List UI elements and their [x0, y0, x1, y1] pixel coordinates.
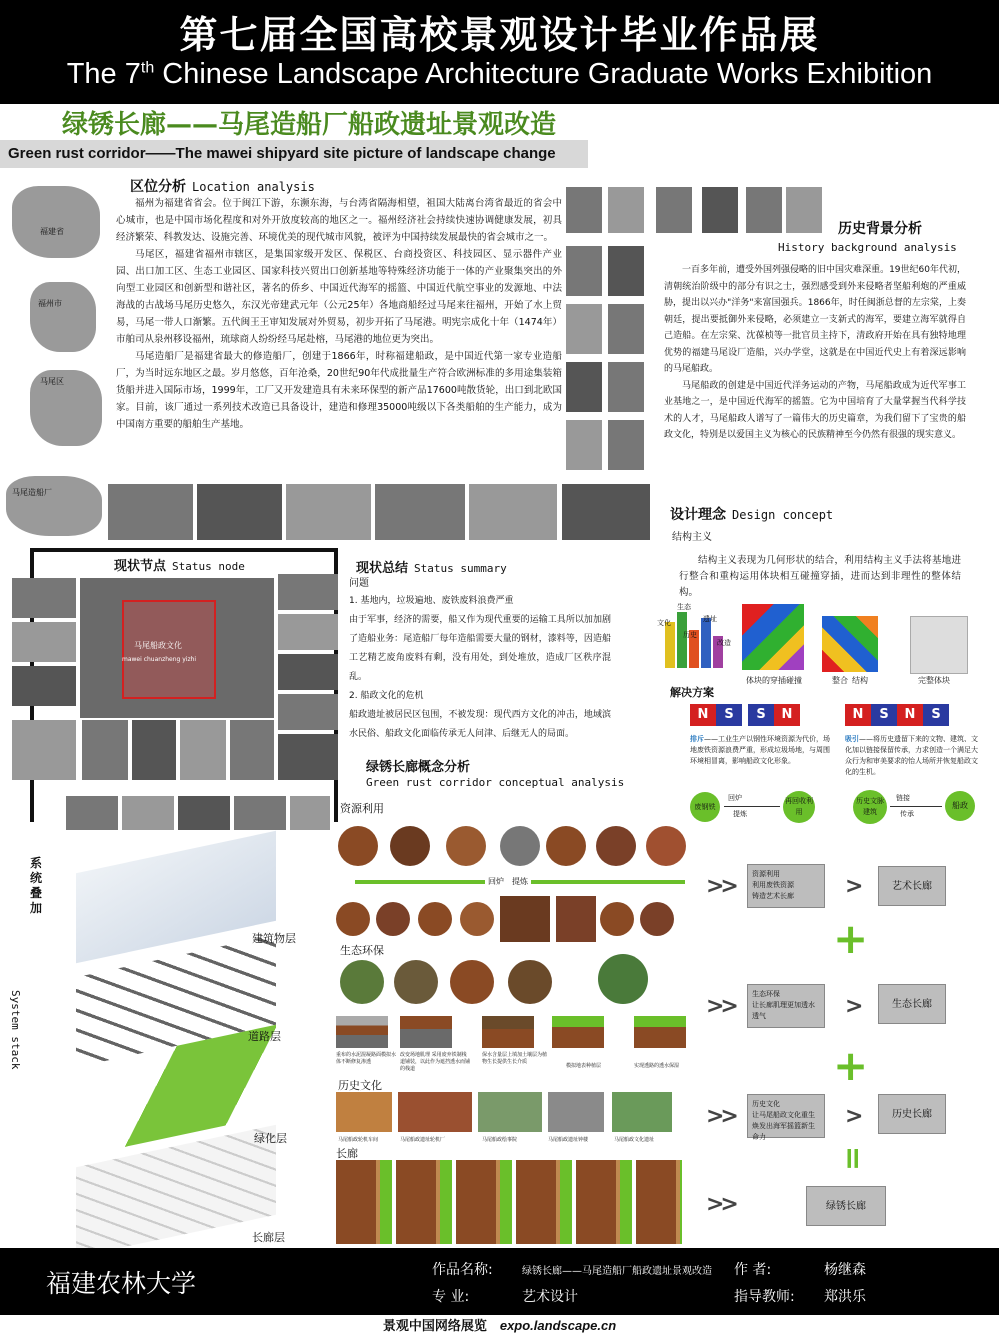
rust-product [460, 902, 494, 936]
cube-caption: 结构 [852, 676, 868, 685]
eco-photo [508, 960, 552, 1004]
node-photo [278, 734, 338, 780]
culture-caption: 马尾船政文化遗址 [614, 1137, 655, 1143]
flow-chevron: > [845, 994, 860, 1019]
final-corridor-box: 绿锈长廊 [806, 1186, 886, 1226]
rust-material [546, 826, 586, 866]
status-summary-heading: 现状总结 Status summary [356, 561, 507, 576]
eco-label: 生态环保 [340, 944, 384, 957]
portrait-photo [608, 187, 644, 233]
flow-node-heritage: 历史文脉建筑 [853, 790, 887, 824]
rust-sculpture [500, 896, 550, 942]
history-corridor-box: 历史长廊 [878, 1094, 946, 1134]
history-heading-en: History background analysis [778, 241, 957, 254]
node-photo [278, 694, 338, 730]
repel-text: 排斥——工业生产以钢性环境资源为代价，场地废铁资源浪费严重，形成垃圾场地，与周围环境相冒离，影响船政文化形象。 [690, 735, 830, 765]
footer-bar [0, 1248, 999, 1315]
flow-arrow [724, 806, 780, 807]
node-photo [12, 720, 76, 780]
china-map [12, 186, 100, 258]
exhibition-title-en: The 7th Chinese Landscape Architecture Graduate Works Exhibition [66, 58, 933, 90]
portrait-photo [566, 304, 602, 354]
cube-caption: 完整体块 [918, 676, 950, 685]
eco-caption: 保水含量层上填加土壤层为植物生长提供生长介质 [482, 1052, 548, 1065]
design-text: 结构主义表现为几何形状的结合，利用结构主义手法将基地进行整合和重构运用体块相互碰撞穿插，进而达到非理性的整体结构。 [679, 555, 961, 598]
site-credit: 景观中国网络展览 expo.landscape.cn [382, 1318, 617, 1334]
problem-label: 问题 [349, 578, 369, 589]
rust-product [600, 902, 634, 936]
site-photo [197, 484, 282, 540]
layer-buildings: 建筑物层 [252, 932, 296, 945]
flow-chevron: >> [706, 874, 735, 899]
major-label: 专 业: [432, 1289, 470, 1305]
author-label: 作 者: [734, 1262, 772, 1278]
corridor-renders [336, 1160, 682, 1244]
design-subheading: 结构主义 [672, 532, 712, 543]
flow-node-scrap: 废钢铁 [690, 792, 720, 822]
flow-label: 提炼 [733, 810, 747, 818]
rubik-cube [822, 616, 878, 672]
portrait-photo [746, 187, 782, 233]
rust-sculpture [556, 896, 596, 942]
node-photo [290, 796, 330, 830]
flow-label: 链接 [896, 794, 910, 802]
corridor-label: 长廊 [336, 1147, 358, 1160]
author-value: 杨继森 [824, 1262, 866, 1278]
eco-layer [336, 1016, 388, 1048]
status-node-heading: 现状节点 Status node [110, 555, 249, 574]
node-photo [278, 654, 338, 690]
portrait-photo [702, 187, 738, 233]
flow-box-culture: 历史文化 让马尾船政文化重生 焕发出海军摇篮新生命力 [747, 1094, 825, 1138]
layer-roads: 道路层 [248, 1030, 281, 1043]
status-summary-text: 1. 基地内，垃圾遍地、废铁废料浪费严重 由于军事，经济的需要，船又作为现代重要的运输工具所以加加剧了造船业务：尾造船厂每年造船需要大量的钢材，漆料等，因造船工艺精艺废角废料有剩，没有用处，到处堆放，造成厂区秩序混乱。 2. 船政文化的危机 船政遗址被居民区包围，不被发现：现代西方文化的冲击，地域滨水民俗、船政文化面临传承无人问津、后继无人的局面。 [349, 596, 611, 739]
plus-sign: + [833, 1041, 869, 1090]
portrait-photo [566, 187, 602, 233]
rust-material [596, 826, 636, 866]
node-photo [234, 796, 286, 830]
map-label-province: 福建省 [40, 227, 64, 236]
white-cube [910, 616, 968, 674]
eco-layer [552, 1016, 604, 1048]
concept-heading-en: Green rust corridor conceptual analysis [366, 776, 625, 789]
history-heading-cn: 历史背景分析 [838, 221, 922, 237]
node-photo [12, 578, 76, 618]
portrait-photo [608, 362, 644, 412]
flow-node-recycle: 再回收利用 [783, 791, 815, 823]
portrait-photo [566, 246, 602, 296]
node-photo [180, 720, 226, 780]
project-title-en: Green rust corridor——The mawei shipyard site picture of landscape change [0, 140, 588, 168]
location-text: 福州为福建省省会。位于闽江下游，东濒东海，与台湾省隔海相望，祖国大陆离台湾省最近的省会中心城市，也是中国市场化程度和对外开放度较高的地区之一。福州经济社会持续快速协调健康发展，初具经济繁荣、科教发达、设施完善、环境优美的现代城市风貌，被评为中国持续发展最快的省会城市之一。 马尾区，福建省福州市辖区，是集国家级开发区、保税区、台商投资区、科技园区、显示器件产业园、出口加工区、生态工业园区、国家科技兴贸出口创新基地等特殊经济功能于一体的产业聚集突出的外向型工业园区和创新型和谐社区，著名的侨乡、中国近代海军的摇篮、中国近代航空事业的发源地、中法海战的古战场马尾历史悠久，东汉光帝建武元年（公元25年）各地商船经过马尾来往福州，开始了水上贸易，马尾一带人口渐繁。五代闽王王审知发展对外贸易，初步开拓了马尾港。明宪宗成化十年（1474年）市舶司从泉州移设福州，琉球商人纷纷经马尾赴榕，马尾港的地位更为突出。 马尾造船厂是福建省最大的修造船厂，创建于1866年，时称福建船政，是中国近代第一家专业造船厂，为当时远东地区之最。岁月悠悠，百年沧桑，20世纪90年代成批量生产符合欧洲标准的多用途集装箱货船并进入国际市场，1999年，工厂又开发建造具有未来环保型的新产品17600吨散货轮，出口到北欧国家。目前，该厂通过一系列技术改造已具备设计，建造和修理35000吨级以下各类船舶的生产能力，成为中国南方重要的船舶生产基地。 [116, 198, 562, 430]
map-label-district: 马尾区 [40, 377, 64, 386]
site-photo [469, 484, 557, 540]
rust-product [418, 902, 452, 936]
map-label-site: 马尾造船厂 [12, 488, 52, 497]
node-photo [278, 614, 338, 650]
portrait-photo [608, 420, 644, 470]
node-photo [230, 720, 274, 780]
design-heading: 设计理念 Design concept [670, 507, 834, 523]
major-value: 艺术设计 [522, 1289, 578, 1305]
work-name-label: 作品名称: [432, 1262, 493, 1278]
site-photo [375, 484, 465, 540]
collision-cubes [742, 604, 804, 670]
concept-heading-cn: 绿锈长廊概念分析 [366, 760, 471, 775]
eco-corridor-box: 生态长廊 [878, 984, 946, 1024]
node-photo [82, 720, 128, 780]
node-photo [278, 574, 338, 610]
site-photo [562, 484, 650, 540]
history-text: 一百多年前，遭受外国列强侵略的旧中国灾难深重。19世纪60年代初，清朝统治阶级中的部分有识之士，强烈感受到外来侵略者坚船利炮的严重威胁，提出以兴办"洋务"来富国强兵。1866年，时任闽浙总督的左宗棠，上奏朝廷，提出要抵御外来侵略，必须建立一支新式的海军，要建立海军就得自己造船。在左宗棠、沈葆桢等一批官员主持下，清政府开始在具有独特地理优势的福建马尾设厂造船，兴办学堂，这就是在中国近代史上有着深远影响的马尾船政。 马尾船政的创建是中国近代洋务运动的产物，马尾船政成为近代军事工业基地之一，是中国近代海军的摇篮。它为中国培育了大量掌握当代科学技术的人才，马尾船政人谱写了一篇伟大的历史篇章，为我们留下了宝贵的船政文化，特别是以爱国主义为核心的民族精神至今仍然有很强的现实意义。 [664, 265, 966, 440]
portrait-photo [608, 246, 644, 296]
eco-layer [400, 1016, 452, 1048]
portrait-photo [566, 420, 602, 470]
culture-label: 历史文化 [338, 1079, 382, 1092]
culture-render [548, 1092, 604, 1132]
art-corridor-box: 艺术长廊 [878, 866, 946, 906]
project-title-cn: 绿锈长廊——马尾造船厂船政遗址景观改造 [62, 110, 557, 140]
eco-layer [482, 1016, 534, 1048]
culture-render [478, 1092, 542, 1132]
advisor-label: 指导教师: [734, 1289, 795, 1305]
flow-chevron: > [845, 1104, 860, 1129]
system-stack-diagram [66, 846, 302, 1246]
eco-photo [598, 954, 648, 1004]
rust-material [390, 826, 430, 866]
node-photo [132, 720, 176, 780]
eco-photo [340, 960, 384, 1004]
map-site-label-en: mawei chuanzheng yizhi [122, 656, 197, 663]
resource-label: 资源利用 [340, 802, 384, 815]
site-photo [108, 484, 193, 540]
node-photo [178, 796, 230, 830]
portrait-photo [566, 362, 602, 412]
portrait-photo [656, 187, 692, 233]
university-name: 福建农林大学 [46, 1269, 197, 1298]
flow-box-resource: 资源利用 利用废铁资源 铸造艺术长廊 [747, 864, 825, 908]
location-heading: 区位分析 Location analysis [130, 179, 315, 195]
culture-caption: 马尾船政遗址轮机厂 [400, 1137, 446, 1143]
map-label-city: 福州市 [38, 299, 62, 308]
flow-label: 回炉 [728, 794, 742, 802]
system-heading-cn: 系统叠加 [30, 856, 43, 915]
node-photo [122, 796, 174, 830]
rust-product [376, 902, 410, 936]
rust-material [446, 826, 486, 866]
flow-box-eco: 生态环保 让长廊肌理更加透水透气 [747, 984, 825, 1028]
structure-bars-diagram: 文化 生态 遗址 历史 改造 [657, 600, 737, 670]
exhibition-title-cn: 第七届全国高校景观设计毕业作品展 [179, 13, 820, 57]
eco-photo [394, 960, 438, 1004]
culture-caption: 马尾船政遗址钟楼 [548, 1137, 589, 1143]
eco-caption: 模拟地表种植层 [566, 1063, 602, 1069]
rust-material [338, 826, 378, 866]
layer-greenery: 绿化层 [254, 1132, 287, 1145]
rust-material [646, 826, 686, 866]
eco-layer [634, 1016, 686, 1048]
solution-heading: 解决方案 [670, 686, 714, 699]
recycle-label: 回炉 提炼 [485, 876, 531, 887]
header-banner [0, 0, 999, 104]
node-photo [12, 666, 76, 706]
flow-chevron: >> [706, 994, 735, 1019]
system-heading-en: System stack [9, 990, 22, 1070]
flow-arrow [890, 806, 942, 807]
culture-caption: 马尾船政绘事院 [482, 1137, 518, 1143]
rust-material [500, 826, 540, 866]
mawei-map [6, 476, 102, 536]
equals-sign: = [835, 1145, 871, 1172]
plus-sign: + [833, 914, 869, 963]
eco-caption: 实现透路的透水保湿 [634, 1063, 680, 1069]
attract-text: 吸引——将历史遗留下来的文物、建筑、文化加以链接保留传承，力求创造一个满足大众行为和审美要求的怡人场所并恢复船政文化的生机。 [845, 735, 978, 776]
portrait-photo [786, 187, 822, 233]
eco-caption: 重布的水泥混凝路面模拟水体不断修复渗透 [336, 1052, 397, 1065]
rust-product [640, 902, 674, 936]
cube-caption: 整合 [832, 676, 848, 685]
flow-chevron: >> [706, 1192, 735, 1217]
cube-caption: 体块的穿插碰撞 [746, 676, 802, 685]
node-photo [12, 622, 76, 662]
eco-caption: 改变场地肌理 采用废弃铁制栈道铺装，以此作为遮挡透水而铺的栈道 [400, 1052, 471, 1072]
flow-chevron: >> [706, 1104, 735, 1129]
flow-chevron: > [845, 874, 860, 899]
layer-corridor: 长廊层 [252, 1231, 285, 1244]
portrait-photo [608, 304, 644, 354]
culture-render [336, 1092, 392, 1132]
flow-label: 传承 [900, 810, 914, 818]
node-photo [66, 796, 118, 830]
rust-product [336, 902, 370, 936]
work-name-value: 绿锈长廊——马尾造船厂船政遗址景观改造 [522, 1266, 712, 1277]
fujian-map [30, 282, 96, 352]
culture-caption: 马尾船政轮机车间 [338, 1137, 379, 1143]
flow-node-chuanzheng: 船政 [945, 791, 975, 821]
site-url[interactable]: expo.landscape.cn [499, 1318, 617, 1333]
culture-render [612, 1092, 672, 1132]
advisor-value: 郑洪乐 [824, 1289, 866, 1305]
site-photo [286, 484, 371, 540]
eco-photo [450, 960, 494, 1004]
culture-render [398, 1092, 472, 1132]
map-site-label: 马尾船政文化 [134, 641, 182, 650]
